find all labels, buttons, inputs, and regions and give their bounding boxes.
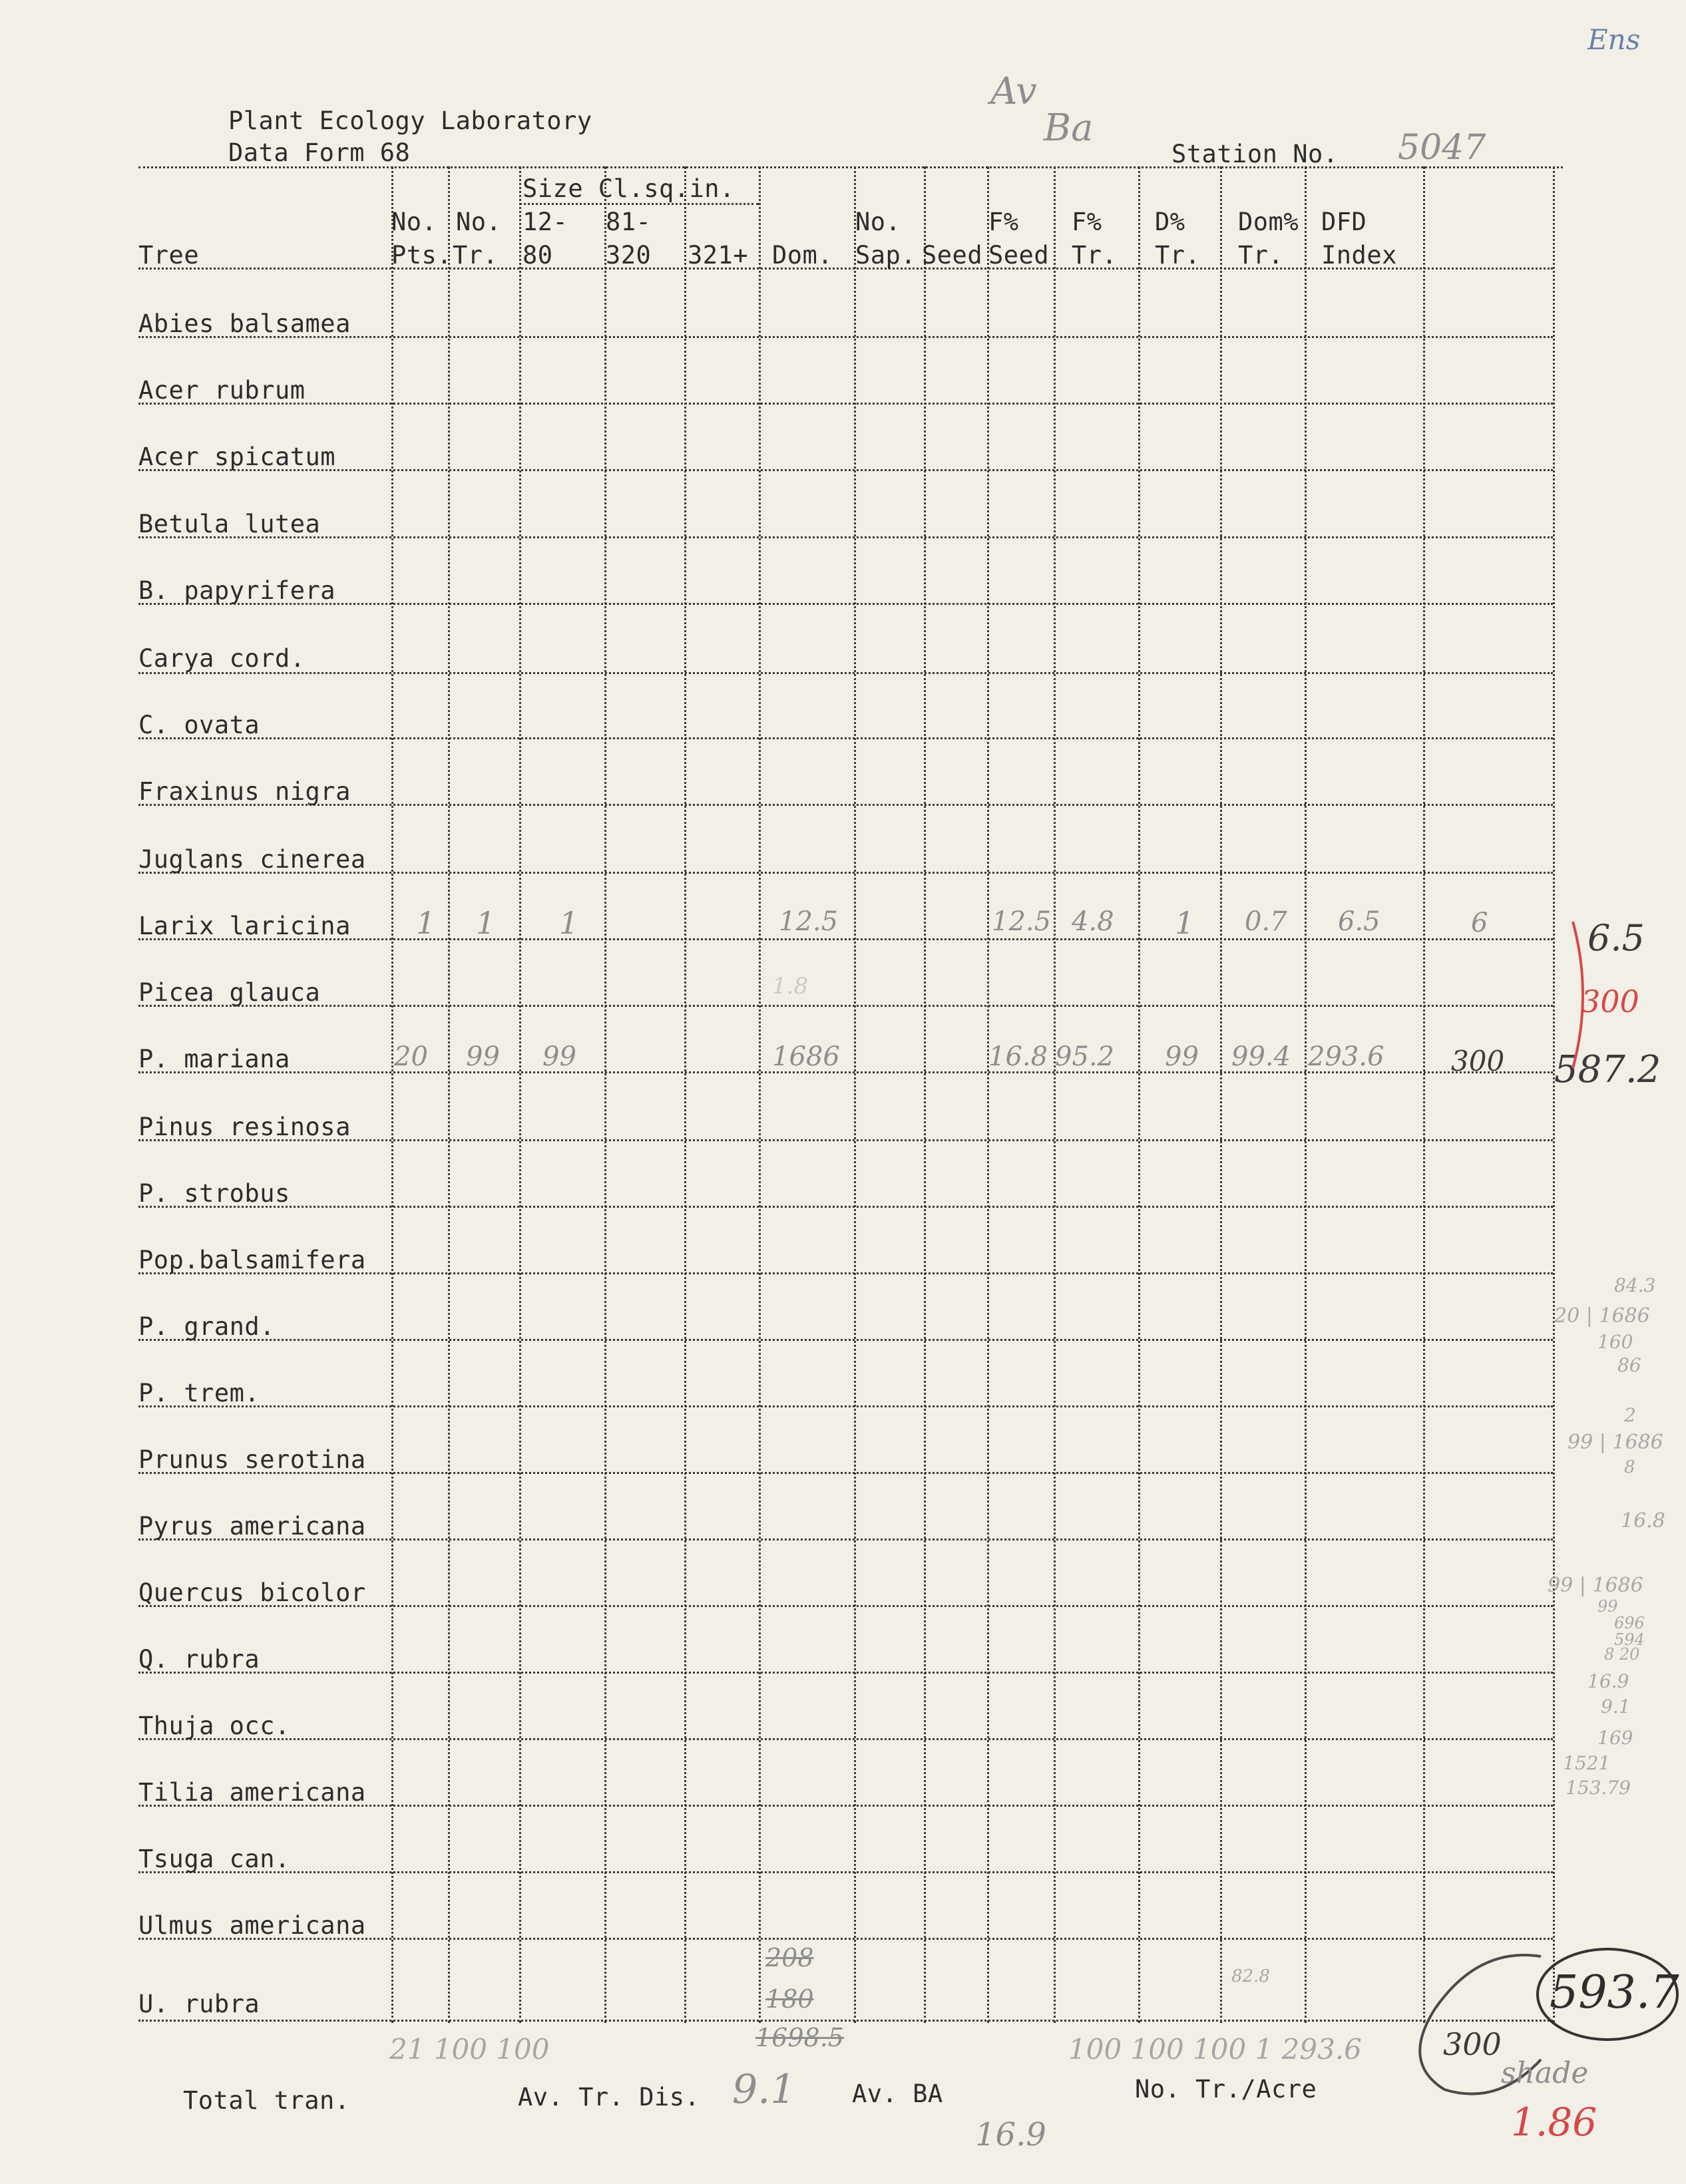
- larix-f-seed: 12.5: [992, 906, 1052, 937]
- mariana-f-tr: 95.2: [1055, 1041, 1115, 1072]
- species-label: Pyrus americana: [138, 1512, 366, 1541]
- size-class-header: Size Cl.sq.in.: [523, 174, 735, 203]
- red-total: 1.86: [1511, 2099, 1597, 2145]
- col-header-no-sap-1: No.: [855, 208, 901, 236]
- species-label: Larix laricina: [138, 912, 351, 940]
- species-label: P. grand.: [138, 1312, 275, 1341]
- larix-no-pts: 1: [416, 905, 436, 941]
- species-label: Pop.balsamifera: [138, 1246, 366, 1274]
- larix-dom: 12.5: [779, 906, 839, 937]
- red-300-note: 300: [1581, 984, 1639, 1019]
- species-label: P. strobus: [138, 1179, 290, 1208]
- shade-note: shade: [1501, 2056, 1589, 2090]
- species-label: Tsuga can.: [138, 1845, 290, 1873]
- crossed-note-3: 1698.5: [755, 2023, 844, 2052]
- picea-glauca-faint: 1.8: [772, 973, 809, 1000]
- species-label: Q. rubra: [138, 1645, 260, 1674]
- av-ba-label: Av. BA: [852, 2080, 943, 2108]
- species-label: B. papyrifera: [138, 576, 336, 605]
- col-header-d-tr-1: D%: [1155, 208, 1185, 236]
- col-header-f-seed-1: F%: [988, 208, 1019, 236]
- species-label: Thuja occ.: [138, 1712, 290, 1740]
- corner-note: Ens: [1587, 23, 1641, 56]
- mariana-extra: 300: [1451, 1045, 1505, 1077]
- col-header-no-tr-2: Tr.: [453, 241, 499, 270]
- circled-300: 300: [1443, 2026, 1502, 2062]
- species-label: Pinus resinosa: [138, 1113, 351, 1141]
- lab-title: Plant Ecology Laboratory: [228, 106, 592, 135]
- col-header-size-12-1: 12-: [523, 208, 568, 236]
- pencil-totals-left: 21 100 100: [389, 2033, 550, 2066]
- larix-size-12-80: 1: [559, 905, 579, 941]
- species-label: Juglans cinerea: [138, 845, 366, 874]
- col-header-size-81-1: 81-: [606, 208, 652, 236]
- col-header-size-81-2: 320: [606, 241, 652, 270]
- larix-f-tr: 4.8: [1072, 906, 1114, 937]
- species-label: Acer rubrum: [138, 376, 306, 405]
- circled-total: 593.7: [1550, 1966, 1679, 2019]
- station-value: 5047: [1398, 128, 1486, 168]
- col-header-seed: Seed: [922, 241, 983, 270]
- col-header-dfd-1: DFD: [1321, 208, 1367, 236]
- species-label: Quercus bicolor: [138, 1578, 366, 1607]
- crossed-note-1: 208: [765, 1943, 814, 1972]
- species-label: Carya cord.: [138, 644, 306, 673]
- mariana-no-pts: 20: [394, 1041, 428, 1072]
- col-header-dfd-2: Index: [1321, 241, 1397, 270]
- species-label: Abies balsamea: [138, 309, 351, 338]
- species-label: Fraxinus nigra: [138, 777, 351, 806]
- larix-dfd: 6.5: [1338, 906, 1380, 937]
- col-header-size-321: 321+: [688, 241, 749, 270]
- col-header-no-pts-2: Pts.: [391, 241, 453, 270]
- col-header-f-seed-2: Seed: [988, 241, 1050, 270]
- mariana-margin: 587.2: [1554, 1048, 1661, 1091]
- species-label: Picea glauca: [138, 978, 321, 1007]
- col-header-no-sap-2: Sap.: [855, 241, 917, 270]
- species-label: C. ovata: [138, 711, 260, 739]
- total-tran-label: Total tran.: [183, 2086, 350, 2115]
- col-header-f-tr-1: F%: [1072, 208, 1102, 236]
- col-header-no-pts-1: No.: [391, 208, 437, 236]
- species-label: Betula lutea: [138, 510, 321, 538]
- mariana-f-seed: 16.8: [988, 1041, 1048, 1072]
- larix-dom-tr: 0.7: [1245, 906, 1287, 937]
- species-label: Acer spicatum: [138, 443, 336, 471]
- col-header-dom-tr-1: Dom%: [1238, 208, 1299, 236]
- col-header-tree: Tree: [138, 241, 200, 270]
- pencil-totals-right: 100 100 100 1 293.6: [1068, 2033, 1362, 2066]
- species-label: P. trem.: [138, 1379, 260, 1407]
- species-label: P. mariana: [138, 1045, 290, 1073]
- larix-margin: 6.5: [1587, 917, 1645, 959]
- pencil-note-ba: Ba: [1044, 106, 1094, 150]
- larix-extra: 6: [1471, 908, 1488, 938]
- mariana-dfd: 293.6: [1308, 1041, 1384, 1072]
- col-header-no-tr-1: No.: [456, 208, 502, 236]
- col-header-size-12-2: 80: [523, 241, 553, 270]
- species-label: Ulmus americana: [138, 1911, 366, 1940]
- no-tr-acre-label: No. Tr./Acre: [1135, 2075, 1317, 2103]
- species-label: U. rubra: [138, 1990, 260, 2018]
- species-label: Prunus serotina: [138, 1445, 366, 1474]
- species-label: Tilia americana: [138, 1778, 366, 1807]
- mariana-dom-tr: 99.4: [1231, 1041, 1291, 1072]
- form-name: Data Form 68: [228, 138, 411, 167]
- av-ba-value: 16.9: [975, 2116, 1046, 2153]
- mariana-size-12-80: 99: [542, 1041, 576, 1072]
- col-header-d-tr-2: Tr.: [1155, 241, 1201, 270]
- larix-d-tr: 1: [1175, 905, 1195, 941]
- station-label: Station No.: [1171, 140, 1339, 168]
- mariana-no-tr: 99: [466, 1041, 500, 1072]
- larix-no-tr: 1: [476, 905, 496, 941]
- av-tr-dis-value: 9.1: [732, 2066, 796, 2113]
- dom-tr-small: 82.8: [1231, 1966, 1270, 1986]
- col-header-dom-tr-2: Tr.: [1238, 241, 1284, 270]
- mariana-d-tr: 99: [1165, 1041, 1199, 1072]
- pencil-note-av: Av: [990, 70, 1037, 113]
- col-header-f-tr-2: Tr.: [1072, 241, 1118, 270]
- col-header-dom: Dom.: [772, 241, 833, 270]
- crossed-note-2: 180: [765, 1984, 814, 2014]
- mariana-dom: 1686: [772, 1041, 840, 1072]
- av-tr-dis-label: Av. Tr. Dis.: [518, 2083, 700, 2111]
